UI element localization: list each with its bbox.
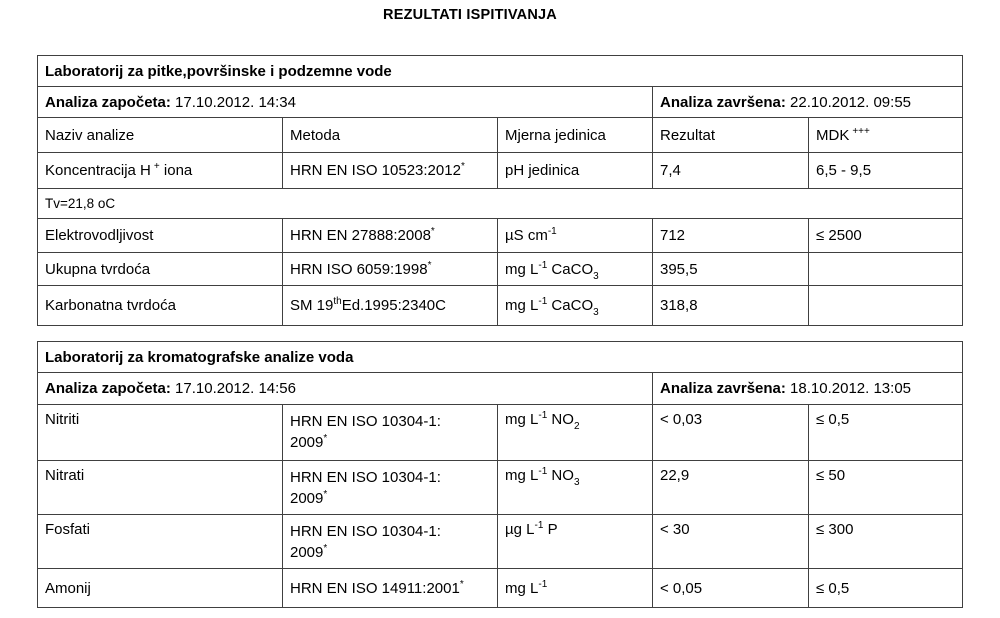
cell-method — [283, 405, 498, 461]
column-header-result: Rezultat — [653, 118, 809, 153]
unit-subscript: 2 — [573, 421, 580, 432]
lab2-analysis-dates-row — [38, 373, 963, 405]
analysis-finished-label: Analiza završena: — [660, 93, 786, 111]
cell-method — [283, 515, 498, 569]
unit-text: mg L — [505, 579, 539, 597]
column-header-unit: Mjerna jedinica — [498, 118, 653, 153]
analysis-name-text: Koncentracija H — [45, 162, 151, 179]
cell-result: 318,8 — [653, 286, 809, 326]
cell-result: < 30 — [653, 515, 809, 569]
table-row-carbonate-hardness — [38, 286, 963, 326]
unit-subscript: 3 — [573, 477, 580, 488]
table-chromatography-lab — [37, 341, 963, 608]
analysis-started-value: 17.10.2012. 14:34 — [170, 93, 296, 111]
cell-method — [283, 153, 498, 189]
lab1-analysis-finished — [653, 87, 963, 118]
table-drinking-water-lab — [37, 55, 963, 326]
unit-text: mg L — [505, 297, 539, 314]
unit-text: µS cm — [505, 227, 548, 244]
cell-method — [283, 461, 498, 515]
unit-text2: NO — [547, 411, 574, 428]
analysis-started-label: Analiza započeta: — [45, 380, 171, 397]
unit-superscript: -1 — [538, 296, 548, 307]
analysis-name-text2: iona — [159, 162, 193, 179]
table-row-conductivity — [38, 219, 963, 253]
cell-result: 712 — [653, 219, 809, 253]
method-text-line2: 2009 — [290, 434, 324, 451]
method-text: HRN EN ISO 14911:2001 — [290, 579, 460, 597]
lab2-title: Laboratorij za kromatografske analize voda — [38, 342, 963, 373]
lab1-analysis-dates-row — [38, 87, 963, 118]
cell-analysis-name: Nitriti — [38, 405, 283, 461]
cell-mdk: ≤ 0,5 — [809, 405, 963, 461]
analysis-finished-value: 18.10.2012. 13:05 — [785, 380, 912, 397]
unit-superscript: -1 — [538, 466, 548, 477]
unit-superscript: -1 — [547, 226, 557, 237]
cell-mdk: ≤ 0,5 — [809, 569, 963, 608]
cell-method — [283, 286, 498, 326]
water-temperature-note: Tv=21,8 oC — [38, 189, 963, 219]
mdk-label: MDK — [816, 126, 850, 144]
cell-unit — [498, 219, 653, 253]
cell-analysis-name: Fosfati — [38, 515, 283, 569]
column-header-method: Metoda — [283, 118, 498, 153]
method-superscript: * — [430, 226, 435, 237]
mdk-superscript: +++ — [852, 125, 870, 137]
cell-analysis-name: Elektrovodljivost — [38, 219, 283, 253]
lab2-analysis-finished — [653, 373, 963, 405]
cell-mdk: ≤ 50 — [809, 461, 963, 515]
unit-superscript: -1 — [538, 410, 548, 421]
unit-text: mg L — [505, 467, 539, 484]
unit-subscript: 3 — [593, 270, 599, 282]
cell-analysis-name: Ukupna tvrdoća — [38, 253, 283, 286]
method-superscript: * — [323, 543, 328, 554]
unit-text2: CaCO — [547, 297, 594, 314]
cell-result: 395,5 — [653, 253, 809, 286]
column-header-mdk — [809, 118, 963, 153]
table-row-nitrites — [38, 405, 963, 461]
unit-text2: NO — [547, 467, 574, 484]
cell-analysis-name: Amonij — [38, 569, 283, 608]
method-superscript: * — [460, 161, 465, 172]
analysis-started-value: 17.10.2012. 14:56 — [170, 380, 296, 397]
unit-text: µg L — [505, 521, 535, 538]
method-text-line1: HRN EN ISO 10304-1: — [290, 413, 441, 430]
page-title: REZULTATI ISPITIVANJA — [383, 7, 557, 23]
lab1-column-header-row — [38, 118, 963, 153]
analysis-finished-label: Analiza završena: — [660, 380, 786, 397]
cell-unit — [498, 515, 653, 569]
method-superscript: * — [323, 489, 328, 500]
method-superscript: * — [427, 259, 432, 271]
cell-mdk — [809, 286, 963, 326]
method-text-line1: HRN EN ISO 10304-1: — [290, 469, 441, 486]
cell-mdk — [809, 253, 963, 286]
unit-text: mg L — [505, 260, 539, 278]
cell-unit — [498, 569, 653, 608]
analysis-name-superscript: + — [153, 161, 160, 172]
analysis-started-label: Analiza započeta: — [45, 93, 171, 111]
lab2-analysis-started — [38, 373, 653, 405]
cell-unit — [498, 461, 653, 515]
method-text: HRN EN 27888:2008 — [290, 227, 431, 244]
method-text: SM 19 — [290, 297, 334, 314]
method-text-line2: 2009 — [290, 490, 324, 507]
lab2-title-row — [38, 342, 963, 373]
method-text: HRN ISO 6059:1998 — [290, 260, 428, 278]
unit-text: pH jedinica — [505, 162, 580, 179]
table-row-phosphates — [38, 515, 963, 569]
cell-unit — [498, 153, 653, 189]
table-row-ammonium — [38, 569, 963, 608]
cell-method — [283, 253, 498, 286]
cell-result: 7,4 — [653, 153, 809, 189]
unit-text2: P — [543, 521, 558, 538]
analysis-finished-value: 22.10.2012. 09:55 — [785, 93, 912, 111]
lab1-analysis-started — [38, 87, 653, 118]
water-temperature-note-row — [38, 189, 963, 219]
cell-unit — [498, 286, 653, 326]
cell-result: 22,9 — [653, 461, 809, 515]
cell-method — [283, 569, 498, 608]
method-text-line1: HRN EN ISO 10304-1: — [290, 523, 441, 540]
table-row-total-hardness — [38, 253, 963, 286]
cell-method — [283, 219, 498, 253]
cell-unit — [498, 405, 653, 461]
table-row-nitrates — [38, 461, 963, 515]
cell-result: < 0,03 — [653, 405, 809, 461]
unit-subscript: 3 — [593, 307, 599, 318]
method-superscript: * — [459, 578, 464, 590]
table-row-ph — [38, 153, 963, 189]
cell-analysis-name: Karbonatna tvrdoća — [38, 286, 283, 326]
method-text-line2: 2009 — [290, 544, 324, 561]
cell-analysis-name — [38, 153, 283, 189]
cell-result: < 0,05 — [653, 569, 809, 608]
method-text2: Ed.1995:2340C — [341, 297, 446, 314]
unit-superscript: -1 — [534, 520, 544, 531]
unit-text2: CaCO — [547, 260, 594, 278]
cell-analysis-name: Nitrati — [38, 461, 283, 515]
method-superscript: * — [323, 433, 328, 444]
lab1-title: Laboratorij za pitke,površinske i podzemne vode — [38, 56, 963, 87]
method-text: HRN EN ISO 10523:2012 — [290, 162, 461, 179]
lab1-title-row — [38, 56, 963, 87]
cell-mdk: 6,5 - 9,5 — [809, 153, 963, 189]
cell-mdk: ≤ 300 — [809, 515, 963, 569]
unit-text: mg L — [505, 411, 539, 428]
cell-unit — [498, 253, 653, 286]
unit-superscript: -1 — [538, 259, 548, 271]
method-superscript: th — [333, 296, 342, 307]
column-header-analysis-name: Naziv analize — [38, 118, 283, 153]
cell-mdk: ≤ 2500 — [809, 219, 963, 253]
unit-superscript: -1 — [538, 578, 548, 590]
